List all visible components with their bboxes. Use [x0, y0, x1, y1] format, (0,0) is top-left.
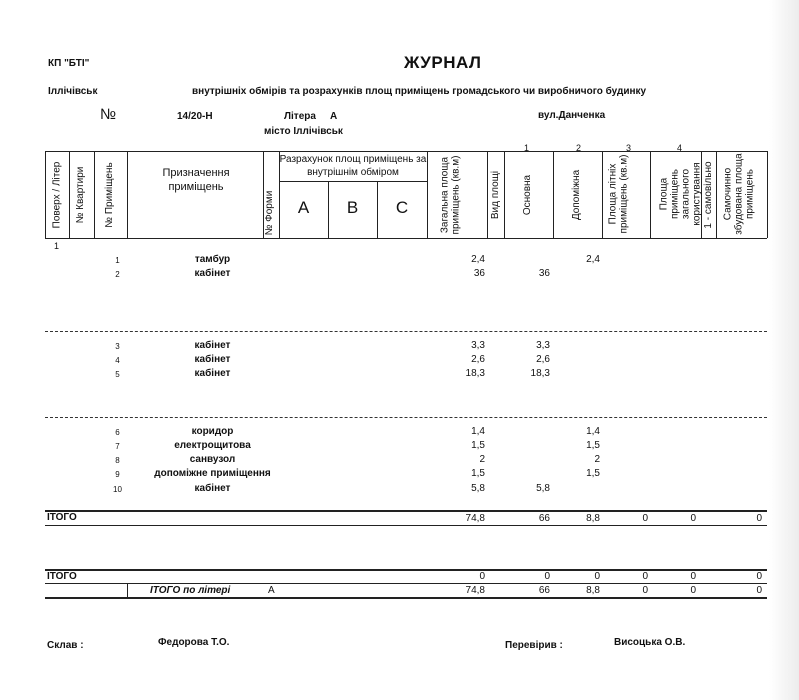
row-number: 3: [115, 342, 120, 351]
row-number: 9: [115, 470, 120, 479]
row-total-area: 1,5: [471, 440, 485, 451]
grid-line: [553, 151, 554, 238]
row-number: 10: [113, 485, 122, 494]
header-calc: Разрахунок площ приміщень за внутрішнім обміром: [279, 154, 427, 178]
row-main-area: 36: [538, 268, 550, 279]
header-form: № Форми: [264, 190, 275, 236]
row-total-area: 1,5: [471, 468, 485, 479]
col-number-4: 4: [677, 143, 683, 153]
city-left: Іллічівськ: [48, 86, 98, 97]
header-area-type: Вид площі: [490, 170, 501, 220]
total-main: 0: [544, 571, 550, 582]
header-bottom-border: [45, 238, 767, 239]
row-purpose: тамбур: [194, 254, 231, 265]
grid-line: [127, 151, 128, 238]
row-main-area: 18,3: [530, 368, 550, 379]
header-purpose: Призначення приміщень: [162, 167, 230, 193]
total-label: ІТОГО: [47, 512, 77, 523]
header-total-area: Загальна площа приміщень (кв.м): [439, 155, 462, 235]
row-total-area: 18,3: [465, 368, 485, 379]
row-main-area: 3,3: [536, 340, 550, 351]
checked-label: Перевірив :: [505, 640, 563, 651]
row-aux-area: 1,5: [586, 440, 600, 451]
calc-header-divider: [279, 181, 427, 182]
total-sum: 74,8: [465, 513, 485, 524]
header-self-built-area: Самочинно збудована площа приміщень: [722, 153, 756, 235]
total-self: 0: [756, 585, 762, 596]
header-calc-c: С: [395, 198, 409, 217]
row-aux-area: 1,5: [586, 468, 600, 479]
city-full: місто Іллічівськ: [264, 126, 343, 137]
total-summer: 0: [642, 513, 648, 524]
total-sum: 74,8: [465, 585, 485, 596]
col-number-1: 1: [524, 143, 530, 153]
row-number: 2: [115, 270, 120, 279]
row-number: 4: [115, 356, 120, 365]
row-total-area: 2: [479, 454, 485, 465]
row-purpose: кабінет: [194, 268, 231, 279]
total-aux: 8,8: [586, 585, 600, 596]
compiled-label: Склав :: [47, 640, 84, 651]
total-self: 0: [756, 513, 762, 524]
row-total-area: 5,8: [471, 483, 485, 494]
total-line: [127, 583, 128, 597]
header-apartment: № Квартири: [75, 166, 86, 224]
row-purpose: кабінет: [194, 368, 231, 379]
total-aux: 8,8: [586, 513, 600, 524]
total-aux: 0: [594, 571, 600, 582]
row-purpose: кабінет: [194, 483, 231, 494]
header-floor: Поверх / Літер: [51, 161, 63, 229]
street: вул.Данченка: [538, 110, 606, 121]
grid-line: [45, 151, 46, 238]
row-total-area: 36: [473, 268, 485, 279]
floor-value: 1: [54, 241, 60, 251]
header-calc-a: А: [297, 198, 310, 217]
row-purpose: кабінет: [194, 340, 231, 351]
header-main: Основна: [522, 174, 533, 216]
row-total-area: 3,3: [471, 340, 485, 351]
col-number-2: 2: [576, 143, 582, 153]
section-divider: [45, 417, 767, 418]
total-self: 0: [756, 571, 762, 582]
grid-line: [69, 151, 70, 238]
row-aux-area: 2,4: [586, 254, 600, 265]
row-number: 7: [115, 442, 120, 451]
compiled-name: Федорова Т.О.: [158, 637, 230, 648]
litera-label: Літера: [284, 111, 316, 122]
journal-title: ЖУРНАЛ: [404, 53, 482, 72]
grid-line: [487, 151, 488, 238]
total-summer: 0: [642, 571, 648, 582]
row-main-area: 2,6: [536, 354, 550, 365]
total-sum: 0: [479, 571, 485, 582]
row-number: 6: [115, 428, 120, 437]
journal-subtitle: внутрішніх обмірів та розрахунків площ приміщень громадського чи виробничого будинку: [192, 86, 647, 97]
grid-line: [602, 151, 603, 238]
row-purpose: коридор: [191, 426, 234, 437]
grid-line: [716, 151, 717, 238]
header-summer-area: Площа літніх приміщень (кв.м): [607, 154, 630, 234]
litera-value: А: [330, 111, 338, 122]
checked-name: Висоцька О.В.: [614, 637, 686, 648]
number-symbol: №: [100, 106, 117, 123]
total-litera-value: А: [268, 585, 275, 596]
grid-line: [767, 151, 768, 238]
total-main: 66: [538, 513, 550, 524]
total-common: 0: [690, 585, 696, 596]
row-purpose: кабінет: [194, 354, 231, 365]
row-main-area: 5,8: [536, 483, 550, 494]
total-summer: 0: [642, 585, 648, 596]
total-label: ІТОГО: [47, 571, 77, 582]
total-common: 0: [690, 571, 696, 582]
header-auxiliary: Допоміжна: [571, 169, 582, 221]
total-line: [45, 583, 767, 584]
org-name: КП "БТІ": [48, 58, 90, 69]
scan-edge-shadow: [769, 0, 799, 700]
row-purpose: допоміжне приміщення: [154, 468, 271, 479]
col-number-3: 3: [626, 143, 632, 153]
row-purpose: електрощитова: [174, 440, 251, 451]
grid-line: [94, 151, 95, 238]
journal-number: 14/20-Н: [177, 111, 213, 122]
row-number: 8: [115, 456, 120, 465]
row-aux-area: 1,4: [586, 426, 600, 437]
header-room-number: № Приміщень: [104, 162, 115, 228]
row-total-area: 1,4: [471, 426, 485, 437]
total-main: 66: [538, 585, 550, 596]
section-divider: [45, 331, 767, 332]
row-number: 5: [115, 370, 120, 379]
grid-line: [650, 151, 651, 238]
grid-line: [504, 151, 505, 238]
grid-line: [427, 151, 428, 238]
row-total-area: 2,4: [471, 254, 485, 265]
row-total-area: 2,6: [471, 354, 485, 365]
total-line: [45, 525, 767, 526]
row-purpose: санвузол: [189, 454, 236, 465]
total-line: [45, 510, 767, 512]
row-aux-area: 2: [594, 454, 600, 465]
total-common: 0: [690, 513, 696, 524]
header-common-area: Площа приміщень загального користування: [658, 162, 703, 226]
header-self-built-flag: 1 - самовільно: [703, 161, 714, 229]
header-calc-b: В: [346, 198, 359, 217]
row-number: 1: [115, 256, 120, 265]
total-line: [45, 597, 767, 599]
total-litera-label: ІТОГО по літері: [150, 585, 231, 596]
